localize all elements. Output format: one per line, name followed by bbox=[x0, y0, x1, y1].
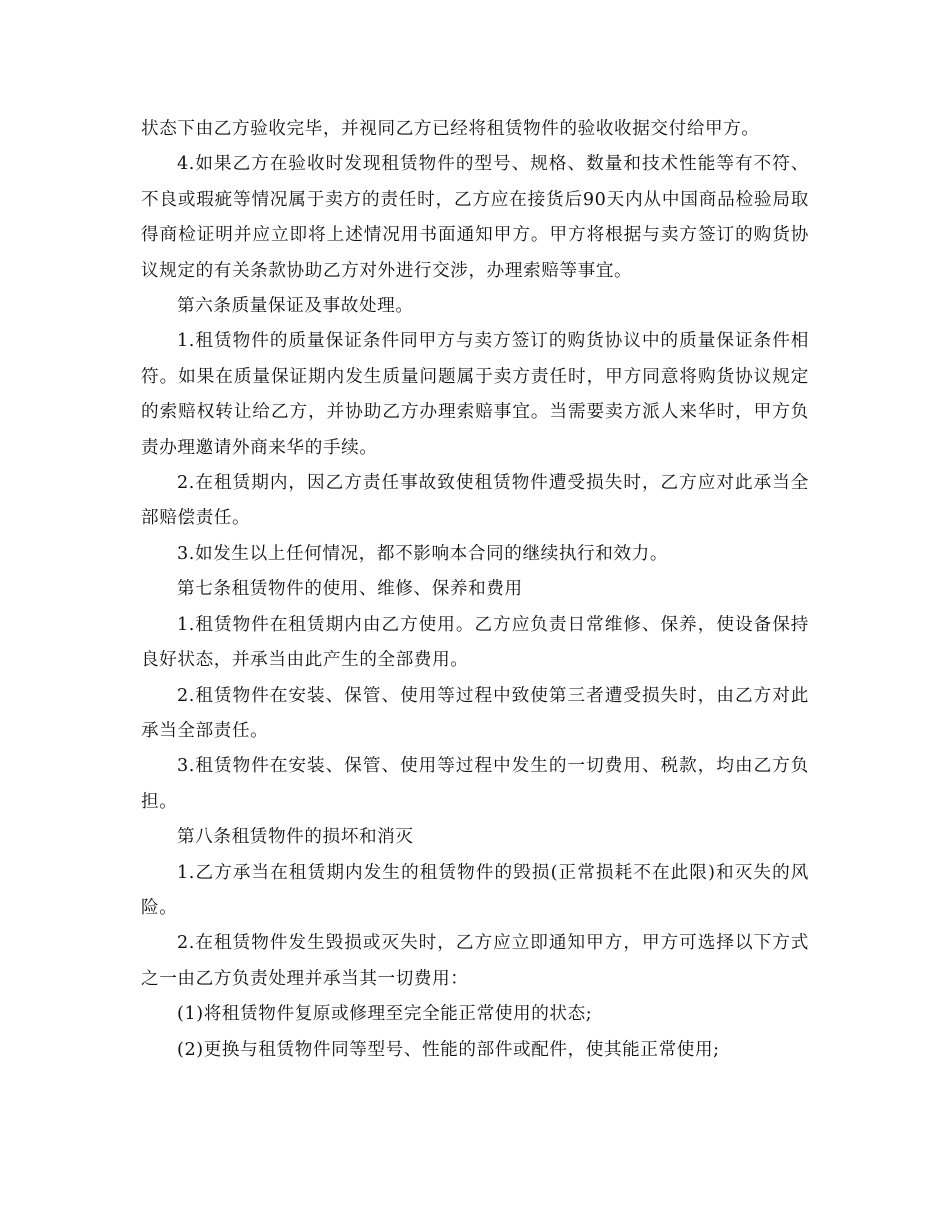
paragraph-clause-8-2: 2.在租赁物件发生毁损或灭失时，乙方应立即通知甲方，甲方可选择以下方式之一由乙方负责处理并承当其一切费用： bbox=[141, 933, 809, 989]
paragraph-clause-5-4: 4.如果乙方在验收时发现租赁物件的型号、规格、数量和技术性能等有不符、不良或瑕疵等情况属于卖方的责任时，乙方应在接货后90天内从中国商品检验局取得商检证明并应立即将上述情况用书面通知甲方。甲方将根据与卖方签订的购货协议规定的有关条款协助乙方对外进行交涉，办理索赔等事宜。 bbox=[141, 154, 809, 281]
paragraph-clause-6-2: 2.在租赁期内，因乙方责任事故致使租赁物件遭受损失时，乙方应对此承当全部赔偿责任。 bbox=[141, 473, 809, 529]
heading-article-7: 第七条租赁物件的使用、维修、保养和费用 bbox=[177, 579, 523, 600]
document-body bbox=[141, 112, 809, 1068]
paragraph-clause-8-1: 1.乙方承当在租赁期内发生的租赁物件的毁损(正常损耗不在此限)和灭失的风险。 bbox=[141, 862, 809, 918]
paragraph-clause-6-3: 3.如发生以上任何情况，都不影响本合同的继续执行和效力。 bbox=[177, 543, 669, 564]
paragraph-option-1: (1)将租赁物件复原或修理至完全能正常使用的状态; bbox=[177, 1004, 593, 1025]
paragraph-clause-7-3: 3.租赁物件在安装、保管、使用等过程中发生的一切费用、税款，均由乙方负担。 bbox=[141, 756, 809, 812]
heading-article-8: 第八条租赁物件的损坏和消灭 bbox=[177, 827, 414, 848]
paragraph-clause-7-1: 1.租赁物件在租赁期内由乙方使用。乙方应负责日常维修、保养，使设备保持良好状态，并承当由此产生的全部费用。 bbox=[141, 614, 809, 671]
paragraph-continuation: 状态下由乙方验收完毕，并视同乙方已经将租赁物件的验收收据交付给甲方。 bbox=[141, 119, 760, 139]
paragraph-clause-6-1: 1.租赁物件的质量保证条件同甲方与卖方签订的购货协议中的质量保证条件相符。如果在质量保证期内发生质量问题属于卖方责任时，甲方同意将购货协议规定的索赔权转让给乙方，并协助乙方办理索赔事宜。当需要卖方派人来华时，甲方负责办理邀请外商来华的手续。 bbox=[141, 331, 809, 458]
paragraph-option-2: (2)更换与租赁物件同等型号、性能的部件或配件，使其能正常使用; bbox=[177, 1039, 720, 1060]
heading-article-6: 第六条质量保证及事故处理。 bbox=[177, 296, 414, 317]
paragraph-clause-7-2: 2.租赁物件在安装、保管、使用等过程中致使第三者遭受损失时，由乙方对此承当全部责任。 bbox=[141, 685, 809, 741]
